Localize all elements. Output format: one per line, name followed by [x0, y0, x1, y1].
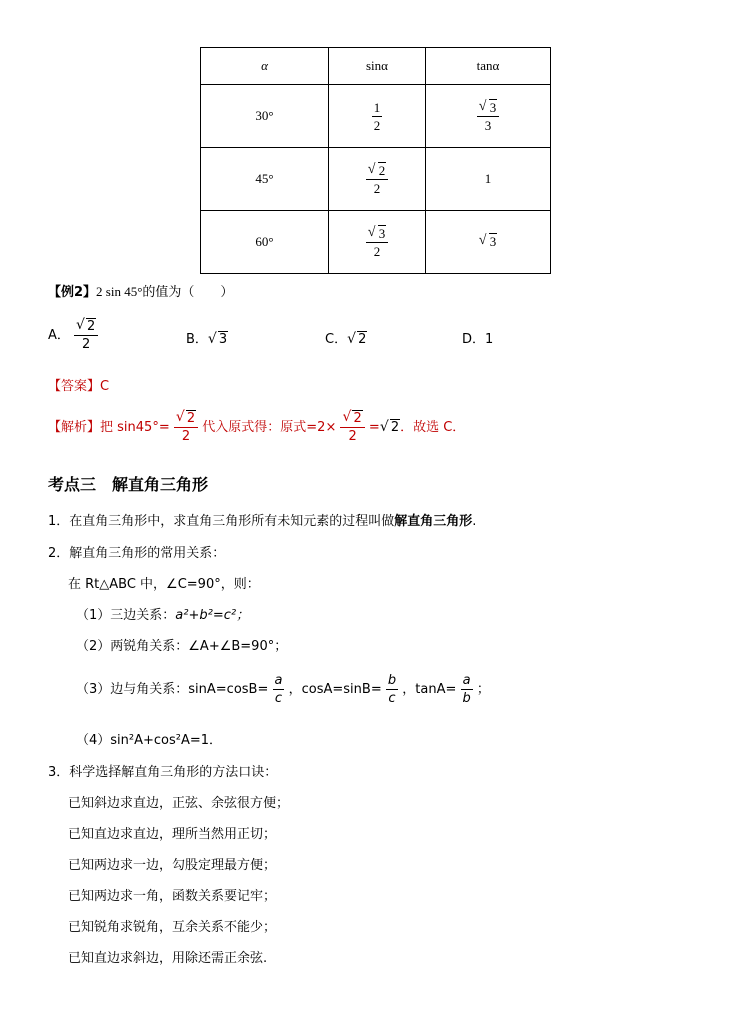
relation-4: （4）sin²A+cos²A=1． [76, 733, 223, 748]
fraction: √ $\frac{3}{3}$ [477, 99, 500, 134]
table-header-row [201, 48, 551, 85]
fraction: √ $\frac{2}{2}$ [174, 410, 198, 445]
rhyme-line: 已知斜边求直边，正弦、余弦很方便； [68, 796, 290, 811]
header-sin: sinα [329, 48, 426, 85]
rhyme-line: 已知直边求斜边，用除还需正余弦. [68, 951, 268, 966]
rhyme-line: 已知锐角求锐角，互余关系不能少； [68, 920, 277, 935]
tan-cell: 1 [426, 148, 551, 211]
sqrt: √ 3 [368, 225, 387, 242]
fraction: $\frac{b}{c}$ [387, 673, 397, 706]
sqrt: √ 2 [76, 318, 96, 335]
option-a: A． √ $\frac{2}{2}$ [48, 318, 98, 353]
condition-line: 在 Rt△ABC 中，∠C=90°，则： [68, 577, 260, 592]
sqrt: √ 2 [176, 410, 196, 427]
answer-line: 【答案】C [48, 379, 110, 394]
example2-question: 【例2】2 sin 45°的值为（ ） [48, 284, 234, 300]
angle-cell: 30° [201, 85, 329, 148]
tan-cell [426, 211, 551, 274]
angle-cell: 45° [201, 148, 329, 211]
analysis-line: 【解析】把 sin45°= √ $\frac{2}{2}$ 代入原式得：原式=2× √ $\frac{2}{2}$ =√ 2．故选 C． [48, 410, 465, 445]
relation-1: （1）三边关系：a²+b²=c²； [76, 608, 250, 623]
item-1: 1．在直角三角形中，求直角三角形所有未知元素的过程叫做解直角三角形. [48, 514, 477, 529]
sqrt: √ 2 [368, 162, 387, 179]
sin-cell [329, 211, 426, 274]
option-d: D．1 [462, 332, 494, 347]
header-tan: tanα [426, 48, 551, 85]
sin-cell [329, 148, 426, 211]
table-row [201, 85, 551, 148]
sqrt: √ 2 [347, 332, 367, 347]
option-b: B．√ 3 [186, 328, 228, 347]
relation-2: （2）两锐角关系：∠A+∠B=90°； [76, 639, 288, 654]
fraction: $\frac{a}{b}$ [462, 673, 471, 706]
fraction: √ $\frac{2}{2}$ [340, 410, 364, 445]
fraction: √ $\frac{3}{2}$ [366, 225, 389, 260]
sqrt: √ 3 [479, 234, 498, 250]
option-c: C．√ 2 [325, 328, 367, 347]
rhyme-line: 已知直边求直边，理所当然用正切； [68, 827, 277, 842]
tan-cell [426, 85, 551, 148]
table-row [201, 211, 551, 274]
sqrt: √ 2 [380, 420, 400, 435]
sqrt: √ 3 [208, 332, 228, 347]
fraction: √ $\frac{2}{2}$ [366, 162, 389, 197]
rhyme-line: 已知两边求一角，函数关系要记牢； [68, 889, 277, 904]
item-3: 3．科学选择解直角三角形的方法口诀： [48, 765, 278, 780]
table-row [201, 148, 551, 211]
header-alpha: α [201, 48, 329, 85]
trig-values-table [200, 47, 551, 274]
fraction: √ $\frac{2}{2}$ [74, 318, 98, 353]
rhyme-line: 已知两边求一边，勾股定理最方便； [68, 858, 277, 873]
sqrt: √ 3 [479, 99, 498, 116]
sin-cell [329, 85, 426, 148]
angle-cell: 60° [201, 211, 329, 274]
section-title: 考点三 解直角三角形 [48, 475, 209, 494]
relation-3: （3）边与角关系：sinA=cosB= $\frac{a}{c}$ ，cosA=sinB= $\frac{b}{c}$ ，tanA= $\frac{a}{b}$ ； [76, 673, 490, 706]
sqrt: √ 2 [342, 410, 362, 427]
item-2: 2．解直角三角形的常用关系： [48, 546, 226, 561]
fraction: $\frac{1}{2}$ [373, 99, 381, 133]
fraction: $\frac{a}{c}$ [274, 673, 283, 706]
